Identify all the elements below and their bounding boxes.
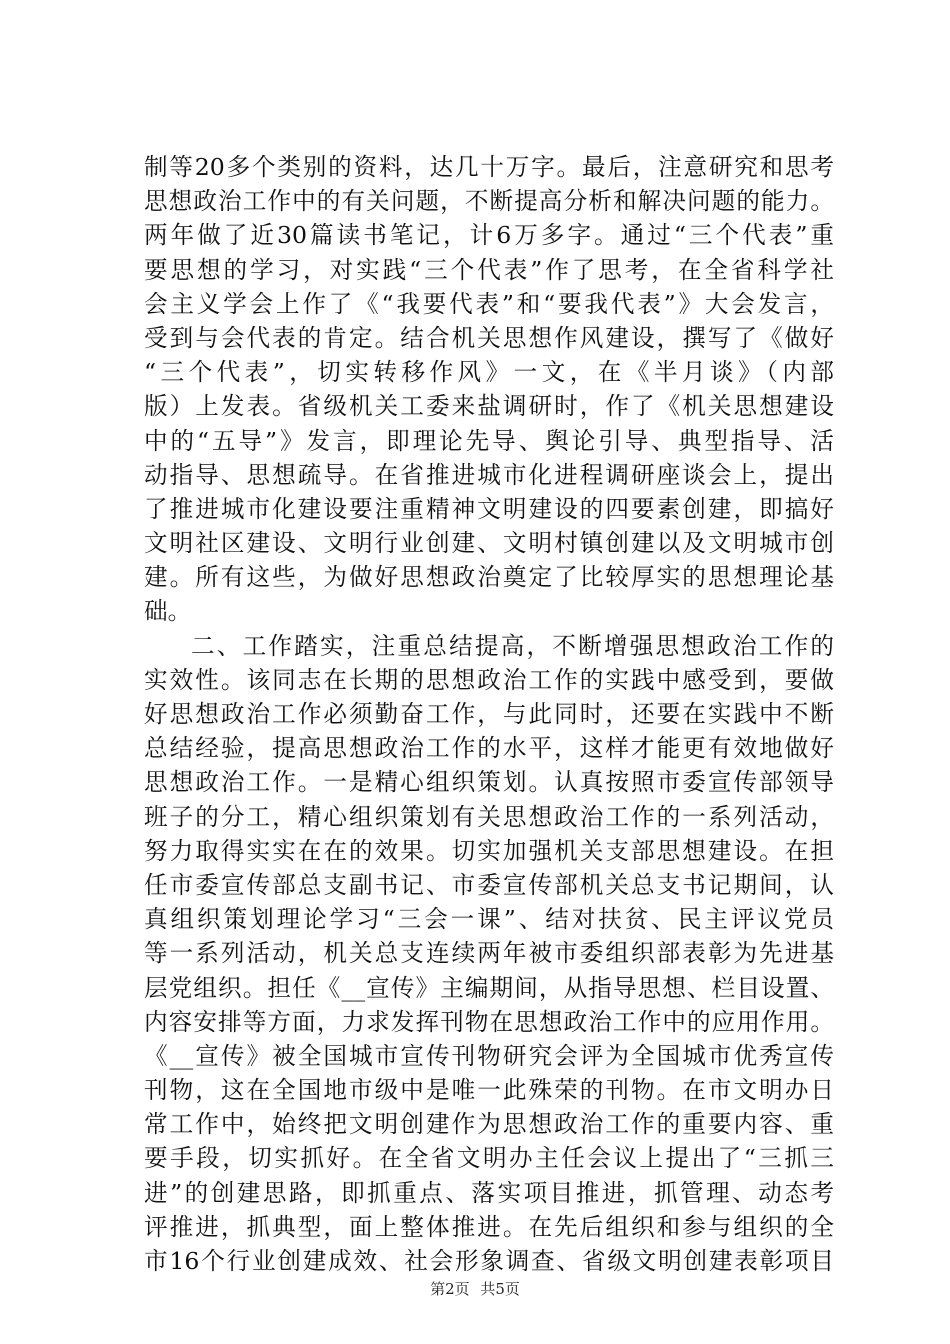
text-line: 建。所有这些，为做好思想政治奠定了比较厚实的思想理论基 [144,563,834,592]
page-number-footer: 第2页 共5页 [430,1280,520,1298]
text-line: 真组织策划理论学习“三会一课”、结对扶贫、民主评议党员 [144,905,834,934]
text-line: 要思想的学习，对实践“三个代表”作了思考，在全省科学社 [144,255,834,284]
text-line: 实效性。该同志在长期的思想政治工作的实践中感受到，要做 [144,665,834,694]
text-line: 班子的分工，精心组织策划有关思想政治工作的一系列活动， [144,802,834,831]
text-line: “三个代表”，切实转移作风》一文，在《半月谈》（内部 [144,358,834,387]
text-line: 制等20多个类别的资料，达几十万字。最后，注意研究和思考 [144,153,834,181]
text-line: 内容安排等方面，力求发挥刊物在思想政治工作中的应用作用。 [144,1007,834,1036]
text-line: 受到与会代表的肯定。结合机关思想作风建设，撰写了《做好 [144,323,834,352]
text-line: 要手段，切实抓好。在全省文明办主任会议上提出了“三抓三 [144,1144,834,1173]
text-line: 刊物，这在全国地市级中是唯一此殊荣的刊物。在市文明办日 [144,1076,834,1105]
text-line: 常工作中，始终把文明创建作为思想政治工作的重要内容、重 [144,1110,834,1139]
text-line: 思想政治工作。一是精心组织策划。认真按照市委宣传部领导 [144,768,834,797]
text-line: 层党组织。担任《__宣传》主编期间，从指导思想、栏目设置、 [144,973,834,1002]
text-line: 《__宣传》被全国城市宣传刊物研究会评为全国城市优秀宣传 [144,1041,834,1070]
text-line: 文明社区建设、文明行业创建、文明村镇创建以及文明城市创 [144,529,834,558]
text-line: 中的“五导”》发言，即理论先导、舆论引导、典型指导、活 [144,426,834,455]
text-line: 两年做了近30篇读书笔记，计6万多字。通过“三个代表”重 [144,221,834,250]
text-line: 版）上发表。省级机关工委来盐调研时，作了《机关思想建设 [144,392,834,421]
text-line: 动指导、思想疏导。在省推进城市化进程调研座谈会上，提出 [144,460,834,489]
text-line: 努力取得实实在在的效果。切实加强机关支部思想建设。在担 [144,836,834,865]
text-line-paragraph-end: 础。 [144,597,192,626]
text-line: 进”的创建思路，即抓重点、落实项目推进，抓管理、动态考 [144,1178,834,1207]
text-line: 会主义学会上作了《“我要代表”和“要我代表”》大会发言， [144,289,834,318]
text-line: 评推进，抓典型，面上整体推进。在先后组织和参与组织的全 [144,1212,834,1241]
text-line: 任市委宣传部总支副书记、市委宣传部机关总支书记期间，认 [144,870,834,899]
text-line-paragraph-start: 二、工作踏实，注重总结提高，不断增强思想政治工作的 [191,631,834,660]
document-body [144,150,834,1278]
text-line: 思想政治工作中的有关问题，不断提高分析和解决问题的能力。 [144,187,834,216]
text-line: 了推进城市化建设要注重精神文明建设的四要素创建，即搞好 [144,494,834,523]
text-line: 好思想政治工作必须勤奋工作，与此同时，还要在实践中不断 [144,700,834,728]
text-line: 等一系列活动，机关总支连续两年被市委组织部表彰为先进基 [144,939,834,968]
text-line: 市16个行业创建成效、社会形象调查、省级文明创建表彰项目 [144,1247,834,1275]
text-line: 总结经验，提高思想政治工作的水平，这样才能更有效地做好 [144,734,834,763]
